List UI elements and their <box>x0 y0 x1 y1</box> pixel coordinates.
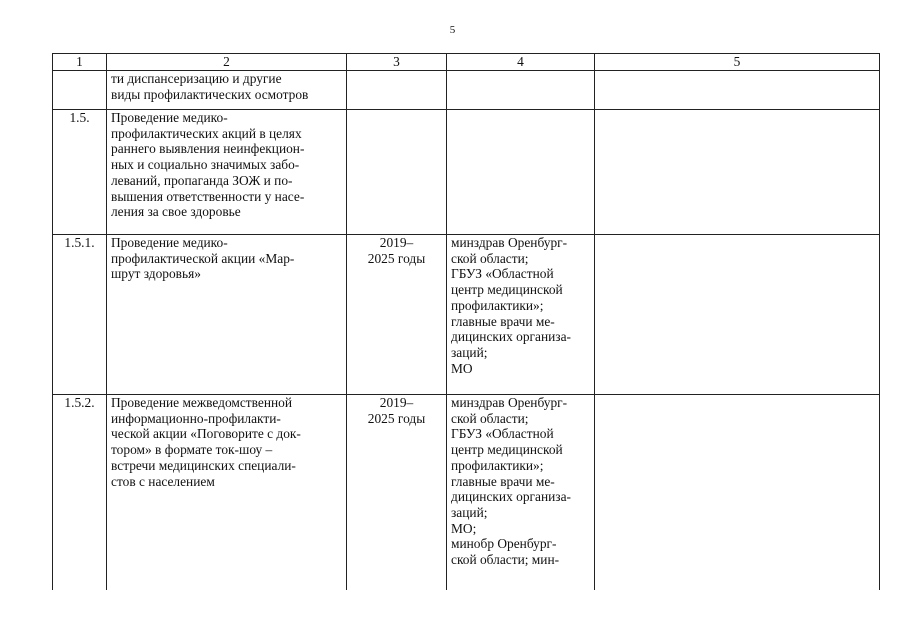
description-line: Проведение медико- <box>111 110 228 125</box>
period-line: 2019– <box>379 395 414 410</box>
item-period <box>347 110 447 235</box>
description-line: леваний, пропаганда ЗОЖ и по- <box>111 172 293 188</box>
item-description <box>107 110 347 235</box>
description-line: Проведение межведомственной <box>111 395 293 410</box>
description-line: виды профилактических осмотров <box>111 86 309 102</box>
description-line: встречи медицинских специали- <box>111 457 296 473</box>
item-description <box>107 235 347 395</box>
item-result <box>595 71 880 110</box>
executor-line: профилактики»; <box>451 297 544 313</box>
executor-line: профилактики»; <box>451 457 544 473</box>
item-period <box>347 235 447 395</box>
item-number: 1.5. <box>53 110 107 235</box>
description-line: раннего выявления неинфекцион- <box>111 141 305 157</box>
item-period <box>347 71 447 110</box>
item-number <box>53 71 107 110</box>
table-row <box>53 110 880 235</box>
column-number-2: 2 <box>107 54 347 71</box>
description-line: вышения ответственности у насе- <box>111 188 305 204</box>
description-line: ческой акции «Поговорите с док- <box>111 426 301 442</box>
item-result <box>595 395 880 591</box>
period-line: 2025 годы <box>367 250 426 266</box>
executor-line: ской области; <box>451 250 529 266</box>
table-row <box>53 71 880 110</box>
item-result <box>595 235 880 395</box>
program-table <box>52 53 880 590</box>
executor-line: минздрав Оренбург- <box>451 395 568 410</box>
item-period <box>347 395 447 591</box>
column-number-3: 3 <box>347 54 447 71</box>
description-line: ти диспансеризацию и другие <box>111 71 282 86</box>
executor-line: главные врачи ме- <box>451 313 555 329</box>
item-executors <box>447 71 595 110</box>
executor-line: центр медицинской <box>451 282 563 298</box>
item-executors <box>447 110 595 235</box>
column-number-4: 4 <box>447 54 595 71</box>
executor-line: дицинских организа- <box>451 329 571 345</box>
executor-line: дицинских организа- <box>451 489 571 505</box>
column-number-5: 5 <box>595 54 880 71</box>
description-line: Проведение медико- <box>111 235 228 250</box>
period-line: 2019– <box>379 235 414 250</box>
description-line: профилактических акций в целях <box>111 125 302 141</box>
executor-line: МО <box>451 360 473 376</box>
period-line: 2025 годы <box>367 410 426 426</box>
table-header-row <box>53 54 880 71</box>
item-result <box>595 110 880 235</box>
executor-line: минобр Оренбург- <box>451 536 557 552</box>
description-line: ных и социально значимых забо- <box>111 157 300 173</box>
executor-line: ской области; мин- <box>451 552 560 568</box>
table-row <box>53 235 880 395</box>
executor-line: МО; <box>451 520 477 536</box>
executor-line: ской области; <box>451 410 529 426</box>
executor-line: минздрав Оренбург- <box>451 235 568 250</box>
description-line: шрут здоровья» <box>111 266 201 282</box>
executor-line: ГБУЗ «Областной <box>451 266 554 282</box>
item-description <box>107 71 347 110</box>
description-line: тором» в формате ток-шоу – <box>111 442 273 458</box>
description-line: профилактической акции «Мар- <box>111 250 295 266</box>
item-number: 1.5.1. <box>53 235 107 395</box>
executor-line: главные врачи ме- <box>451 473 555 489</box>
table-row <box>53 395 880 591</box>
executor-line: центр медицинской <box>451 442 563 458</box>
executor-line: ГБУЗ «Областной <box>451 426 554 442</box>
item-number: 1.5.2. <box>53 395 107 591</box>
executor-line: заций; <box>451 344 488 360</box>
description-line: стов с населением <box>111 473 215 489</box>
item-executors <box>447 235 595 395</box>
item-executors <box>447 395 595 591</box>
item-description <box>107 395 347 591</box>
executor-line: заций; <box>451 504 488 520</box>
description-line: ления за свое здоровье <box>111 204 241 220</box>
page-number: 5 <box>449 24 456 36</box>
column-number-1: 1 <box>53 54 107 71</box>
description-line: информационно-профилакти- <box>111 410 281 426</box>
